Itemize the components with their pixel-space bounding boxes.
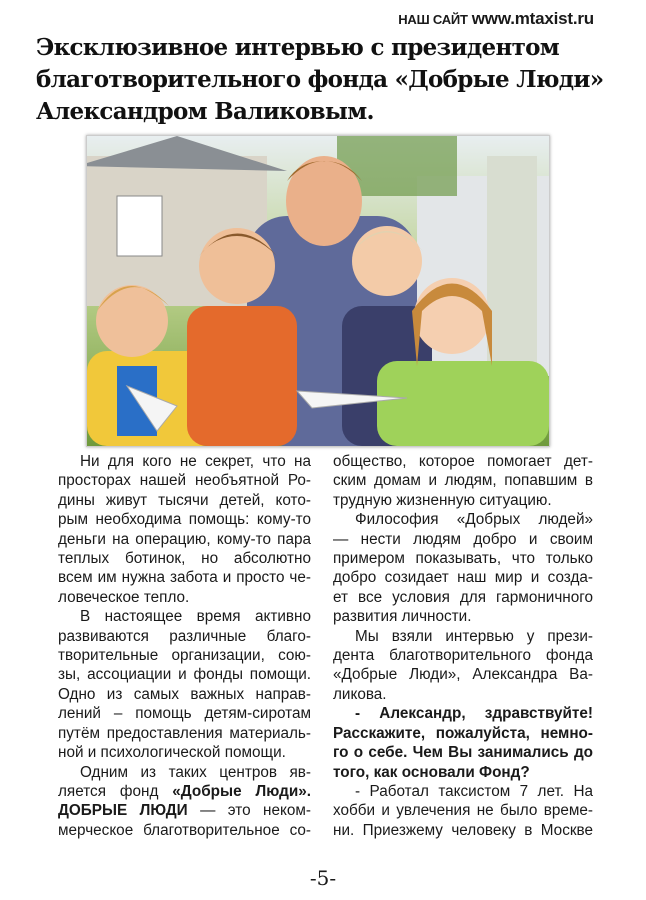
- bold-text: того, как основали Фонд?: [333, 763, 530, 781]
- body-text: Мы взяли интервью у прези-: [355, 627, 593, 645]
- body-text: мерческое благотворительное со-: [58, 821, 311, 839]
- body-text: развиваются различные благо-: [58, 627, 311, 645]
- article-photo: [86, 135, 550, 447]
- text-line: [58, 782, 311, 801]
- text-line: [333, 646, 593, 665]
- text-line: [58, 704, 311, 723]
- text-line: [333, 471, 593, 490]
- text-line: [333, 530, 593, 549]
- body-text: дины живут тысячи детей, кото-: [58, 491, 311, 509]
- body-text: развития личности.: [333, 608, 472, 626]
- title-line: благотворительного фонда «Добрые Люди»: [36, 66, 604, 93]
- text-line: [58, 685, 311, 704]
- bold-text: Расскажите, пожалуйста, немно-: [333, 724, 593, 742]
- article-title: [36, 32, 616, 128]
- body-text: добро созидает наш мир и созда-: [333, 569, 593, 587]
- text-line: [333, 724, 593, 743]
- body-text: ни. Приезжему человеку в Москве: [333, 821, 593, 839]
- body-text: рым необходима помощь: кому-то: [58, 511, 311, 529]
- text-line: [333, 821, 593, 840]
- body-text: хобби и увлечения не было време-: [333, 802, 593, 820]
- body-text: путём предоставления материаль-: [58, 724, 311, 742]
- title-line: Эксклюзивное интервью с президентом: [36, 34, 560, 61]
- body-text: зы, ассоциации и фонды помощи.: [58, 666, 311, 684]
- text-line: [333, 743, 593, 762]
- text-line: [58, 627, 311, 646]
- site-label: НАШ САЙТ: [398, 12, 468, 27]
- photo-children-and-man: [87, 136, 549, 446]
- text-line: [333, 627, 593, 646]
- text-line: [58, 646, 311, 665]
- body-text: просторах нашей необъятной Ро-: [58, 472, 311, 490]
- site-header: [398, 9, 594, 29]
- text-line: [58, 471, 311, 490]
- text-line: [333, 588, 593, 607]
- text-line: [58, 510, 311, 529]
- body-text: трудную жизненную ситуацию.: [333, 491, 552, 509]
- body-text: - Работал таксистом 7 лет. На: [355, 782, 593, 800]
- text-line: [58, 549, 311, 568]
- body-text: Одним из таких центров яв-: [80, 763, 311, 781]
- body-text: ским домам и людям, попавшим в: [333, 472, 593, 490]
- body-text: В настоящее время активно: [80, 608, 311, 626]
- text-line: [333, 549, 593, 568]
- bold-text: - Александр, здравствуйте!: [355, 705, 593, 723]
- text-line: [333, 607, 593, 626]
- text-line: [333, 491, 593, 510]
- text-line: [333, 685, 593, 704]
- text-line: [58, 568, 311, 587]
- body-text: ляется фонд: [58, 782, 173, 800]
- text-line: [58, 607, 311, 626]
- body-text: ет все условия для гармоничного: [333, 588, 593, 606]
- text-line: [58, 588, 311, 607]
- body-text: — это неком-: [187, 802, 311, 820]
- text-line: [333, 510, 593, 529]
- text-column-left: [58, 452, 311, 840]
- text-line: [58, 530, 311, 549]
- body-text: ной и психологической помощи.: [58, 744, 286, 762]
- body-text: примером показывать, что только: [333, 550, 593, 568]
- text-line: [58, 452, 311, 471]
- text-line: [58, 821, 311, 840]
- text-line: [58, 665, 311, 684]
- text-line: [333, 452, 593, 471]
- body-text: дента благотворительного фонда: [333, 647, 593, 665]
- page-number: -5-: [309, 866, 337, 890]
- body-text: ликова.: [333, 685, 387, 703]
- body-text: всем им нужна забота и просто че-: [58, 569, 311, 587]
- bold-text: ДОБРЫЕ ЛЮДИ: [58, 802, 188, 820]
- bold-text: «Добрые Люди».: [172, 782, 311, 800]
- text-line: [333, 568, 593, 587]
- text-line: [58, 724, 311, 743]
- text-line: [58, 763, 311, 782]
- text-line: [333, 782, 593, 801]
- body-text: общество, которое помогает дет-: [333, 453, 593, 470]
- body-text: «Добрые Люди», Александра Ва-: [333, 666, 593, 684]
- body-text: ловеческое тепло.: [58, 588, 190, 606]
- bold-text: го о себе. Чем Вы занимались до: [333, 744, 593, 762]
- text-line: [333, 665, 593, 684]
- text-line: [333, 763, 593, 782]
- body-text: Философия «Добрых людей»: [355, 511, 593, 529]
- text-line: [58, 491, 311, 510]
- body-text: Одно из самых важных направ-: [58, 685, 311, 703]
- body-text: творительные организации, сою-: [58, 647, 311, 665]
- body-text: теплых ботинок, но абсолютно: [58, 550, 311, 568]
- body-text: лений – помощь детям-сиротам: [58, 705, 311, 723]
- text-line: [58, 801, 311, 820]
- text-column-right: [333, 452, 593, 840]
- text-line: [333, 704, 593, 723]
- body-text: — нести людям добро и своим: [333, 530, 593, 548]
- title-line: Александром Валиковым.: [36, 98, 374, 125]
- text-line: [333, 801, 593, 820]
- body-text: Ни для кого не секрет, что на: [80, 453, 311, 470]
- body-text: деньги на операцию, кому-то пара: [58, 530, 311, 548]
- site-url[interactable]: www.mtaxist.ru: [471, 9, 594, 28]
- text-line: [58, 743, 311, 762]
